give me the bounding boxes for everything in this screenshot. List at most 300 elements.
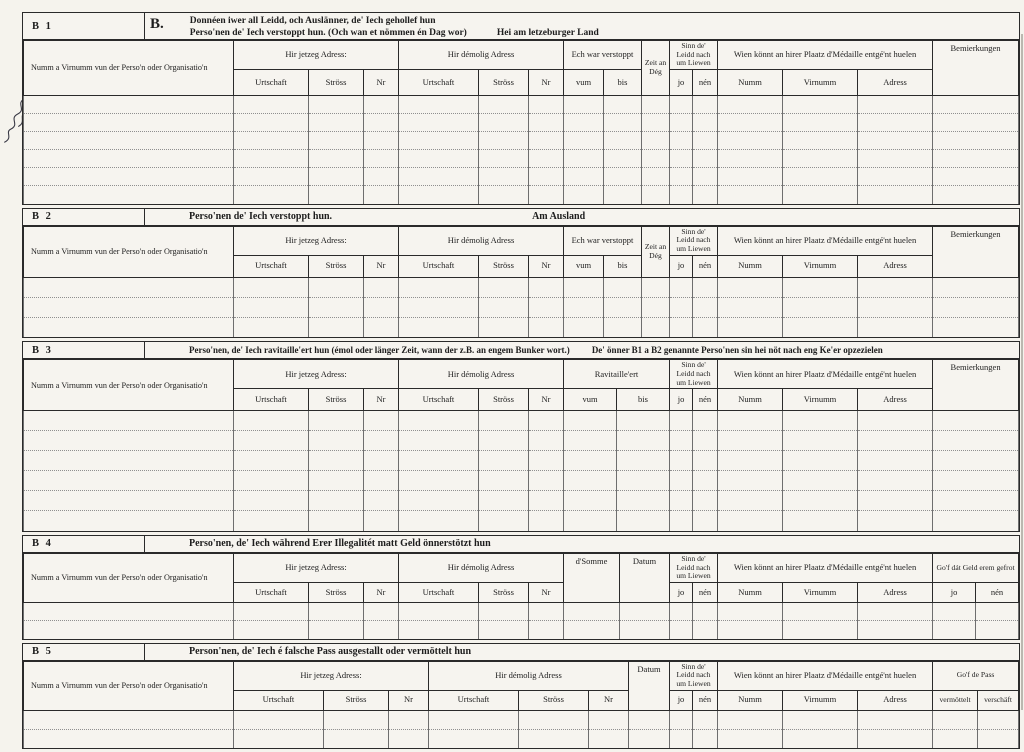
empty-cell xyxy=(24,491,234,511)
col-header-nr: Nr xyxy=(529,255,564,277)
b1-entry-rows xyxy=(24,96,1019,204)
section-b3-titlebar xyxy=(23,342,1019,359)
empty-cell xyxy=(234,168,309,186)
col-header-nr: Nr xyxy=(529,389,564,411)
col-header-current-address: Hir jetzeg Adress: xyxy=(234,41,399,70)
empty-cell xyxy=(642,168,670,186)
col-header-urtschaft: Urtschaft xyxy=(234,70,309,96)
empty-cell xyxy=(718,411,783,431)
section-b4-title: Perso'nen, de' Iech während Erer Illegalitét matt Geld önnerstötzt hun xyxy=(189,538,491,550)
empty-cell xyxy=(693,150,718,168)
empty-cell xyxy=(670,491,693,511)
empty-cell xyxy=(642,297,670,317)
section-b3-title: Perso'nen, de' Iech ravitaille'ert hun (émol oder länger Zeit, wann der z.B. an engem Bunker wort.) xyxy=(189,345,570,356)
empty-cell xyxy=(24,710,234,729)
empty-cell xyxy=(933,186,1019,204)
empty-cell xyxy=(24,603,234,621)
col-header-pass-how: Go'f de Pass xyxy=(933,661,1019,690)
empty-cell xyxy=(529,132,564,150)
empty-cell xyxy=(858,114,933,132)
empty-cell xyxy=(529,114,564,132)
section-b1-id: B 1 xyxy=(23,13,145,39)
empty-cell xyxy=(564,511,617,531)
empty-cell xyxy=(479,451,529,471)
empty-cell xyxy=(589,729,629,748)
empty-cell xyxy=(234,621,309,639)
empty-cell xyxy=(399,317,479,337)
empty-cell xyxy=(933,431,1019,451)
empty-cell xyxy=(858,511,933,531)
empty-cell xyxy=(564,150,604,168)
col-header-hidden-period: Ech war verstoppt xyxy=(564,41,642,70)
section-b1-titlebar xyxy=(23,13,1019,40)
empty-cell xyxy=(24,150,234,168)
empty-cell xyxy=(670,96,693,114)
empty-cell xyxy=(479,277,529,297)
empty-cell xyxy=(933,491,1019,511)
empty-cell xyxy=(693,277,718,297)
b4-header-groups xyxy=(24,553,1019,582)
col-header-vum: vum xyxy=(564,70,604,96)
empty-cell xyxy=(364,297,399,317)
empty-cell xyxy=(933,710,978,729)
col-header-still-alive: Sinn de' Leidd nach um Liewen xyxy=(670,226,718,255)
col-header-name: Numm a Virnumm vun der Perso'n oder Organisatio'n xyxy=(24,226,234,277)
empty-cell xyxy=(399,603,479,621)
empty-cell xyxy=(718,168,783,186)
empty-cell xyxy=(479,96,529,114)
empty-cell xyxy=(670,621,693,639)
empty-cell xyxy=(399,114,479,132)
empty-cell xyxy=(479,297,529,317)
empty-cell xyxy=(364,277,399,297)
empty-cell xyxy=(234,150,309,168)
col-header-nen: nén xyxy=(693,583,718,603)
col-header-medal-recipient: Wien könnt an hirer Plaatz d'Médaille entgé'nt huelen xyxy=(718,360,933,389)
empty-cell xyxy=(933,317,1019,337)
col-header-amount: d'Somme xyxy=(564,553,620,602)
empty-cell xyxy=(529,491,564,511)
empty-cell xyxy=(933,511,1019,531)
empty-form-row xyxy=(24,96,1019,114)
empty-cell xyxy=(399,411,479,431)
col-header-adress: Adress xyxy=(858,70,933,96)
empty-cell xyxy=(564,491,617,511)
empty-cell xyxy=(479,114,529,132)
empty-cell xyxy=(604,150,642,168)
empty-cell xyxy=(642,277,670,297)
empty-cell xyxy=(858,729,933,748)
empty-cell xyxy=(399,132,479,150)
col-header-medal-recipient: Wien könnt an hirer Plaatz d'Médaille entgé'nt huelen xyxy=(718,226,933,255)
empty-cell xyxy=(933,451,1019,471)
empty-cell xyxy=(718,132,783,150)
empty-cell xyxy=(479,471,529,491)
col-header-former-address: Hir démolig Adress xyxy=(399,553,564,582)
empty-cell xyxy=(479,317,529,337)
empty-cell xyxy=(309,277,364,297)
empty-form-row xyxy=(24,621,1019,639)
empty-cell xyxy=(642,186,670,204)
empty-cell xyxy=(324,710,389,729)
col-header-bis: bis xyxy=(604,255,642,277)
empty-cell xyxy=(693,451,718,471)
col-header-medal-recipient: Wien könnt an hirer Plaatz d'Médaille entgé'nt huelen xyxy=(718,553,933,582)
empty-cell xyxy=(693,511,718,531)
b2-entry-rows xyxy=(24,277,1019,337)
empty-cell xyxy=(564,411,617,431)
empty-cell xyxy=(783,451,858,471)
empty-cell xyxy=(564,132,604,150)
empty-cell xyxy=(670,132,693,150)
empty-cell xyxy=(670,186,693,204)
empty-cell xyxy=(309,297,364,317)
empty-cell xyxy=(718,114,783,132)
empty-cell xyxy=(858,297,933,317)
empty-cell xyxy=(629,710,670,729)
section-b3 xyxy=(22,341,1020,532)
section-b5 xyxy=(22,643,1020,750)
empty-cell xyxy=(564,621,620,639)
col-header-stross: Ströss xyxy=(309,583,364,603)
empty-cell xyxy=(364,168,399,186)
col-header-verschaft: verschäft xyxy=(978,690,1019,710)
col-header-virnumm: Virnumm xyxy=(783,389,858,411)
empty-cell xyxy=(234,132,309,150)
empty-cell xyxy=(309,431,364,451)
empty-cell xyxy=(617,471,670,491)
empty-cell xyxy=(617,491,670,511)
empty-cell xyxy=(718,471,783,491)
empty-cell xyxy=(564,317,604,337)
section-b2-title-suffix: Am Ausland xyxy=(532,211,586,223)
col-header-nen: nén xyxy=(693,70,718,96)
section-b1-title-line2: Perso'nen de' Iech verstoppt hun. (Och wan et nömmen én Dag wor) xyxy=(189,27,467,38)
empty-cell xyxy=(234,431,309,451)
empty-cell xyxy=(858,317,933,337)
empty-cell xyxy=(519,729,589,748)
col-header-remarks: Bemierkungen xyxy=(933,226,1019,277)
empty-cell xyxy=(783,431,858,451)
empty-cell xyxy=(693,471,718,491)
empty-cell xyxy=(309,411,364,431)
empty-cell xyxy=(529,451,564,471)
empty-cell xyxy=(933,96,1019,114)
empty-cell xyxy=(718,96,783,114)
empty-cell xyxy=(620,621,670,639)
empty-form-row xyxy=(24,431,1019,451)
col-header-adress: Adress xyxy=(858,583,933,603)
col-header-remarks: Bemierkungen xyxy=(933,360,1019,411)
col-header-jo: jo xyxy=(670,690,693,710)
empty-cell xyxy=(693,317,718,337)
empty-cell xyxy=(24,168,234,186)
empty-cell xyxy=(604,168,642,186)
empty-cell xyxy=(783,297,858,317)
section-b1 xyxy=(22,12,1020,205)
empty-cell xyxy=(670,511,693,531)
empty-cell xyxy=(564,431,617,451)
empty-cell xyxy=(529,317,564,337)
empty-cell xyxy=(670,411,693,431)
empty-cell xyxy=(234,114,309,132)
empty-cell xyxy=(389,729,429,748)
empty-cell xyxy=(783,710,858,729)
empty-cell xyxy=(617,411,670,431)
col-header-former-address: Hir démolig Adress xyxy=(429,661,629,690)
col-header-urtschaft: Urtschaft xyxy=(234,583,309,603)
empty-cell xyxy=(309,603,364,621)
empty-cell xyxy=(309,471,364,491)
empty-cell xyxy=(858,132,933,150)
empty-cell xyxy=(718,729,783,748)
empty-cell xyxy=(783,317,858,337)
empty-cell xyxy=(670,471,693,491)
empty-cell xyxy=(399,511,479,531)
empty-cell xyxy=(933,603,976,621)
col-header-name: Numm a Virnumm vun der Perso'n oder Organisatio'n xyxy=(24,553,234,602)
empty-cell xyxy=(234,729,324,748)
empty-cell xyxy=(479,132,529,150)
empty-cell xyxy=(529,431,564,451)
empty-cell xyxy=(389,710,429,729)
empty-form-row xyxy=(24,132,1019,150)
col-header-adress: Adress xyxy=(858,389,933,411)
section-b4-titlebar xyxy=(23,536,1019,553)
col-header-virnumm: Virnumm xyxy=(783,255,858,277)
empty-cell xyxy=(783,729,858,748)
empty-form-row xyxy=(24,710,1019,729)
empty-cell xyxy=(783,411,858,431)
empty-cell xyxy=(479,186,529,204)
empty-cell xyxy=(399,168,479,186)
empty-cell xyxy=(718,621,783,639)
empty-cell xyxy=(933,277,1019,297)
empty-form-row xyxy=(24,186,1019,204)
empty-cell xyxy=(364,511,399,531)
empty-cell xyxy=(718,603,783,621)
col-header-numm: Numm xyxy=(718,583,783,603)
empty-form-row xyxy=(24,729,1019,748)
empty-cell xyxy=(693,431,718,451)
empty-cell xyxy=(564,451,617,471)
empty-cell xyxy=(858,710,933,729)
empty-cell xyxy=(858,168,933,186)
empty-cell xyxy=(234,411,309,431)
col-header-nr: Nr xyxy=(364,389,399,411)
empty-cell xyxy=(529,277,564,297)
col-header-urtschaft: Urtschaft xyxy=(429,690,519,710)
col-header-medal-recipient: Wien könnt an hirer Plaatz d'Médaille entgé'nt huelen xyxy=(718,661,933,690)
section-b4-table xyxy=(23,553,1019,639)
col-header-vum: vum xyxy=(564,389,617,411)
col-header-duration-days: Zeit an Dég xyxy=(642,41,670,96)
empty-form-row xyxy=(24,277,1019,297)
empty-cell xyxy=(529,603,564,621)
empty-cell xyxy=(479,603,529,621)
col-header-date: Datum xyxy=(629,661,670,710)
col-header-numm: Numm xyxy=(718,690,783,710)
empty-cell xyxy=(617,431,670,451)
empty-cell xyxy=(24,511,234,531)
empty-cell xyxy=(529,168,564,186)
col-header-numm: Numm xyxy=(718,255,783,277)
empty-cell xyxy=(693,114,718,132)
empty-cell xyxy=(479,621,529,639)
col-header-stross: Ströss xyxy=(479,389,529,411)
col-header-stross: Ströss xyxy=(479,583,529,603)
empty-cell xyxy=(642,150,670,168)
empty-cell xyxy=(858,491,933,511)
empty-form-row xyxy=(24,411,1019,431)
empty-cell xyxy=(933,132,1019,150)
col-header-vum: vum xyxy=(564,255,604,277)
col-header-urtschaft: Urtschaft xyxy=(399,583,479,603)
empty-cell xyxy=(604,114,642,132)
empty-cell xyxy=(24,729,234,748)
empty-cell xyxy=(309,186,364,204)
col-header-former-address: Hir démolig Adress xyxy=(399,41,564,70)
empty-cell xyxy=(617,511,670,531)
section-b3-id: B 3 xyxy=(23,342,145,358)
section-b3-table xyxy=(23,359,1019,531)
col-header-adress: Adress xyxy=(858,255,933,277)
col-header-jo: jo xyxy=(670,583,693,603)
empty-cell xyxy=(399,277,479,297)
empty-cell xyxy=(309,150,364,168)
empty-cell xyxy=(718,317,783,337)
empty-cell xyxy=(309,114,364,132)
empty-cell xyxy=(858,96,933,114)
col-header-nr: Nr xyxy=(589,690,629,710)
empty-cell xyxy=(364,150,399,168)
col-header-vermottelt: vermöttelt xyxy=(933,690,978,710)
col-header-virnumm: Virnumm xyxy=(783,70,858,96)
empty-cell xyxy=(364,411,399,431)
empty-cell xyxy=(670,431,693,451)
empty-cell xyxy=(617,451,670,471)
empty-cell xyxy=(24,471,234,491)
empty-cell xyxy=(783,603,858,621)
empty-cell xyxy=(718,451,783,471)
empty-cell xyxy=(399,491,479,511)
section-b1-letter: B. xyxy=(150,15,164,32)
empty-form-row xyxy=(24,168,1019,186)
empty-cell xyxy=(670,451,693,471)
col-header-bis: bis xyxy=(604,70,642,96)
empty-cell xyxy=(364,132,399,150)
section-b2 xyxy=(22,208,1020,339)
empty-cell xyxy=(529,511,564,531)
col-header-adress: Adress xyxy=(858,690,933,710)
empty-cell xyxy=(693,186,718,204)
section-b2-titlebar xyxy=(23,209,1019,226)
empty-form-row xyxy=(24,491,1019,511)
empty-cell xyxy=(364,603,399,621)
section-b2-table xyxy=(23,226,1019,338)
empty-cell xyxy=(309,621,364,639)
empty-cell xyxy=(399,186,479,204)
empty-cell xyxy=(309,132,364,150)
col-header-nr: Nr xyxy=(364,583,399,603)
empty-cell xyxy=(24,114,234,132)
empty-cell xyxy=(718,277,783,297)
empty-cell xyxy=(24,411,234,431)
section-b5-table xyxy=(23,661,1019,749)
empty-cell xyxy=(693,729,718,748)
empty-cell xyxy=(620,603,670,621)
empty-cell xyxy=(718,431,783,451)
empty-cell xyxy=(24,297,234,317)
col-header-duration-days: Zeit an Dég xyxy=(642,226,670,277)
empty-cell xyxy=(718,186,783,204)
section-b4-id: B 4 xyxy=(23,536,145,552)
col-header-stross: Ströss xyxy=(309,255,364,277)
empty-cell xyxy=(519,710,589,729)
col-header-nr: Nr xyxy=(364,255,399,277)
empty-cell xyxy=(933,297,1019,317)
empty-cell xyxy=(933,150,1019,168)
empty-cell xyxy=(783,471,858,491)
empty-cell xyxy=(564,297,604,317)
empty-cell xyxy=(718,150,783,168)
empty-cell xyxy=(933,411,1019,431)
empty-cell xyxy=(364,471,399,491)
empty-cell xyxy=(604,297,642,317)
col-header-numm: Numm xyxy=(718,70,783,96)
empty-cell xyxy=(642,96,670,114)
empty-cell xyxy=(589,710,629,729)
empty-cell xyxy=(234,277,309,297)
empty-cell xyxy=(24,277,234,297)
b5-entry-rows xyxy=(24,710,1019,748)
empty-cell xyxy=(783,511,858,531)
empty-cell xyxy=(309,511,364,531)
col-header-nr: Nr xyxy=(389,690,429,710)
section-b2-title: Perso'nen de' Iech verstoppt hun. xyxy=(189,211,333,223)
col-header-name: Numm a Virnumm vun der Perso'n oder Organisatio'n xyxy=(24,661,234,710)
empty-cell xyxy=(670,150,693,168)
b3-header-groups xyxy=(24,360,1019,389)
empty-cell xyxy=(399,150,479,168)
empty-cell xyxy=(24,132,234,150)
empty-cell xyxy=(693,297,718,317)
col-header-nen: nén xyxy=(976,583,1019,603)
col-header-urtschaft: Urtschaft xyxy=(234,255,309,277)
form-sheet xyxy=(22,12,1020,752)
empty-cell xyxy=(693,603,718,621)
empty-cell xyxy=(642,317,670,337)
col-header-jo: jo xyxy=(933,583,976,603)
empty-form-row xyxy=(24,297,1019,317)
empty-cell xyxy=(234,603,309,621)
empty-cell xyxy=(642,132,670,150)
empty-cell xyxy=(234,297,309,317)
empty-cell xyxy=(529,186,564,204)
col-header-urtschaft: Urtschaft xyxy=(234,389,309,411)
empty-cell xyxy=(234,511,309,531)
empty-cell xyxy=(604,132,642,150)
empty-cell xyxy=(364,621,399,639)
col-header-virnumm: Virnumm xyxy=(783,583,858,603)
empty-cell xyxy=(670,317,693,337)
empty-cell xyxy=(933,729,978,748)
empty-cell xyxy=(564,114,604,132)
empty-form-row xyxy=(24,603,1019,621)
col-header-stross: Ströss xyxy=(519,690,589,710)
empty-cell xyxy=(479,431,529,451)
empty-cell xyxy=(670,603,693,621)
